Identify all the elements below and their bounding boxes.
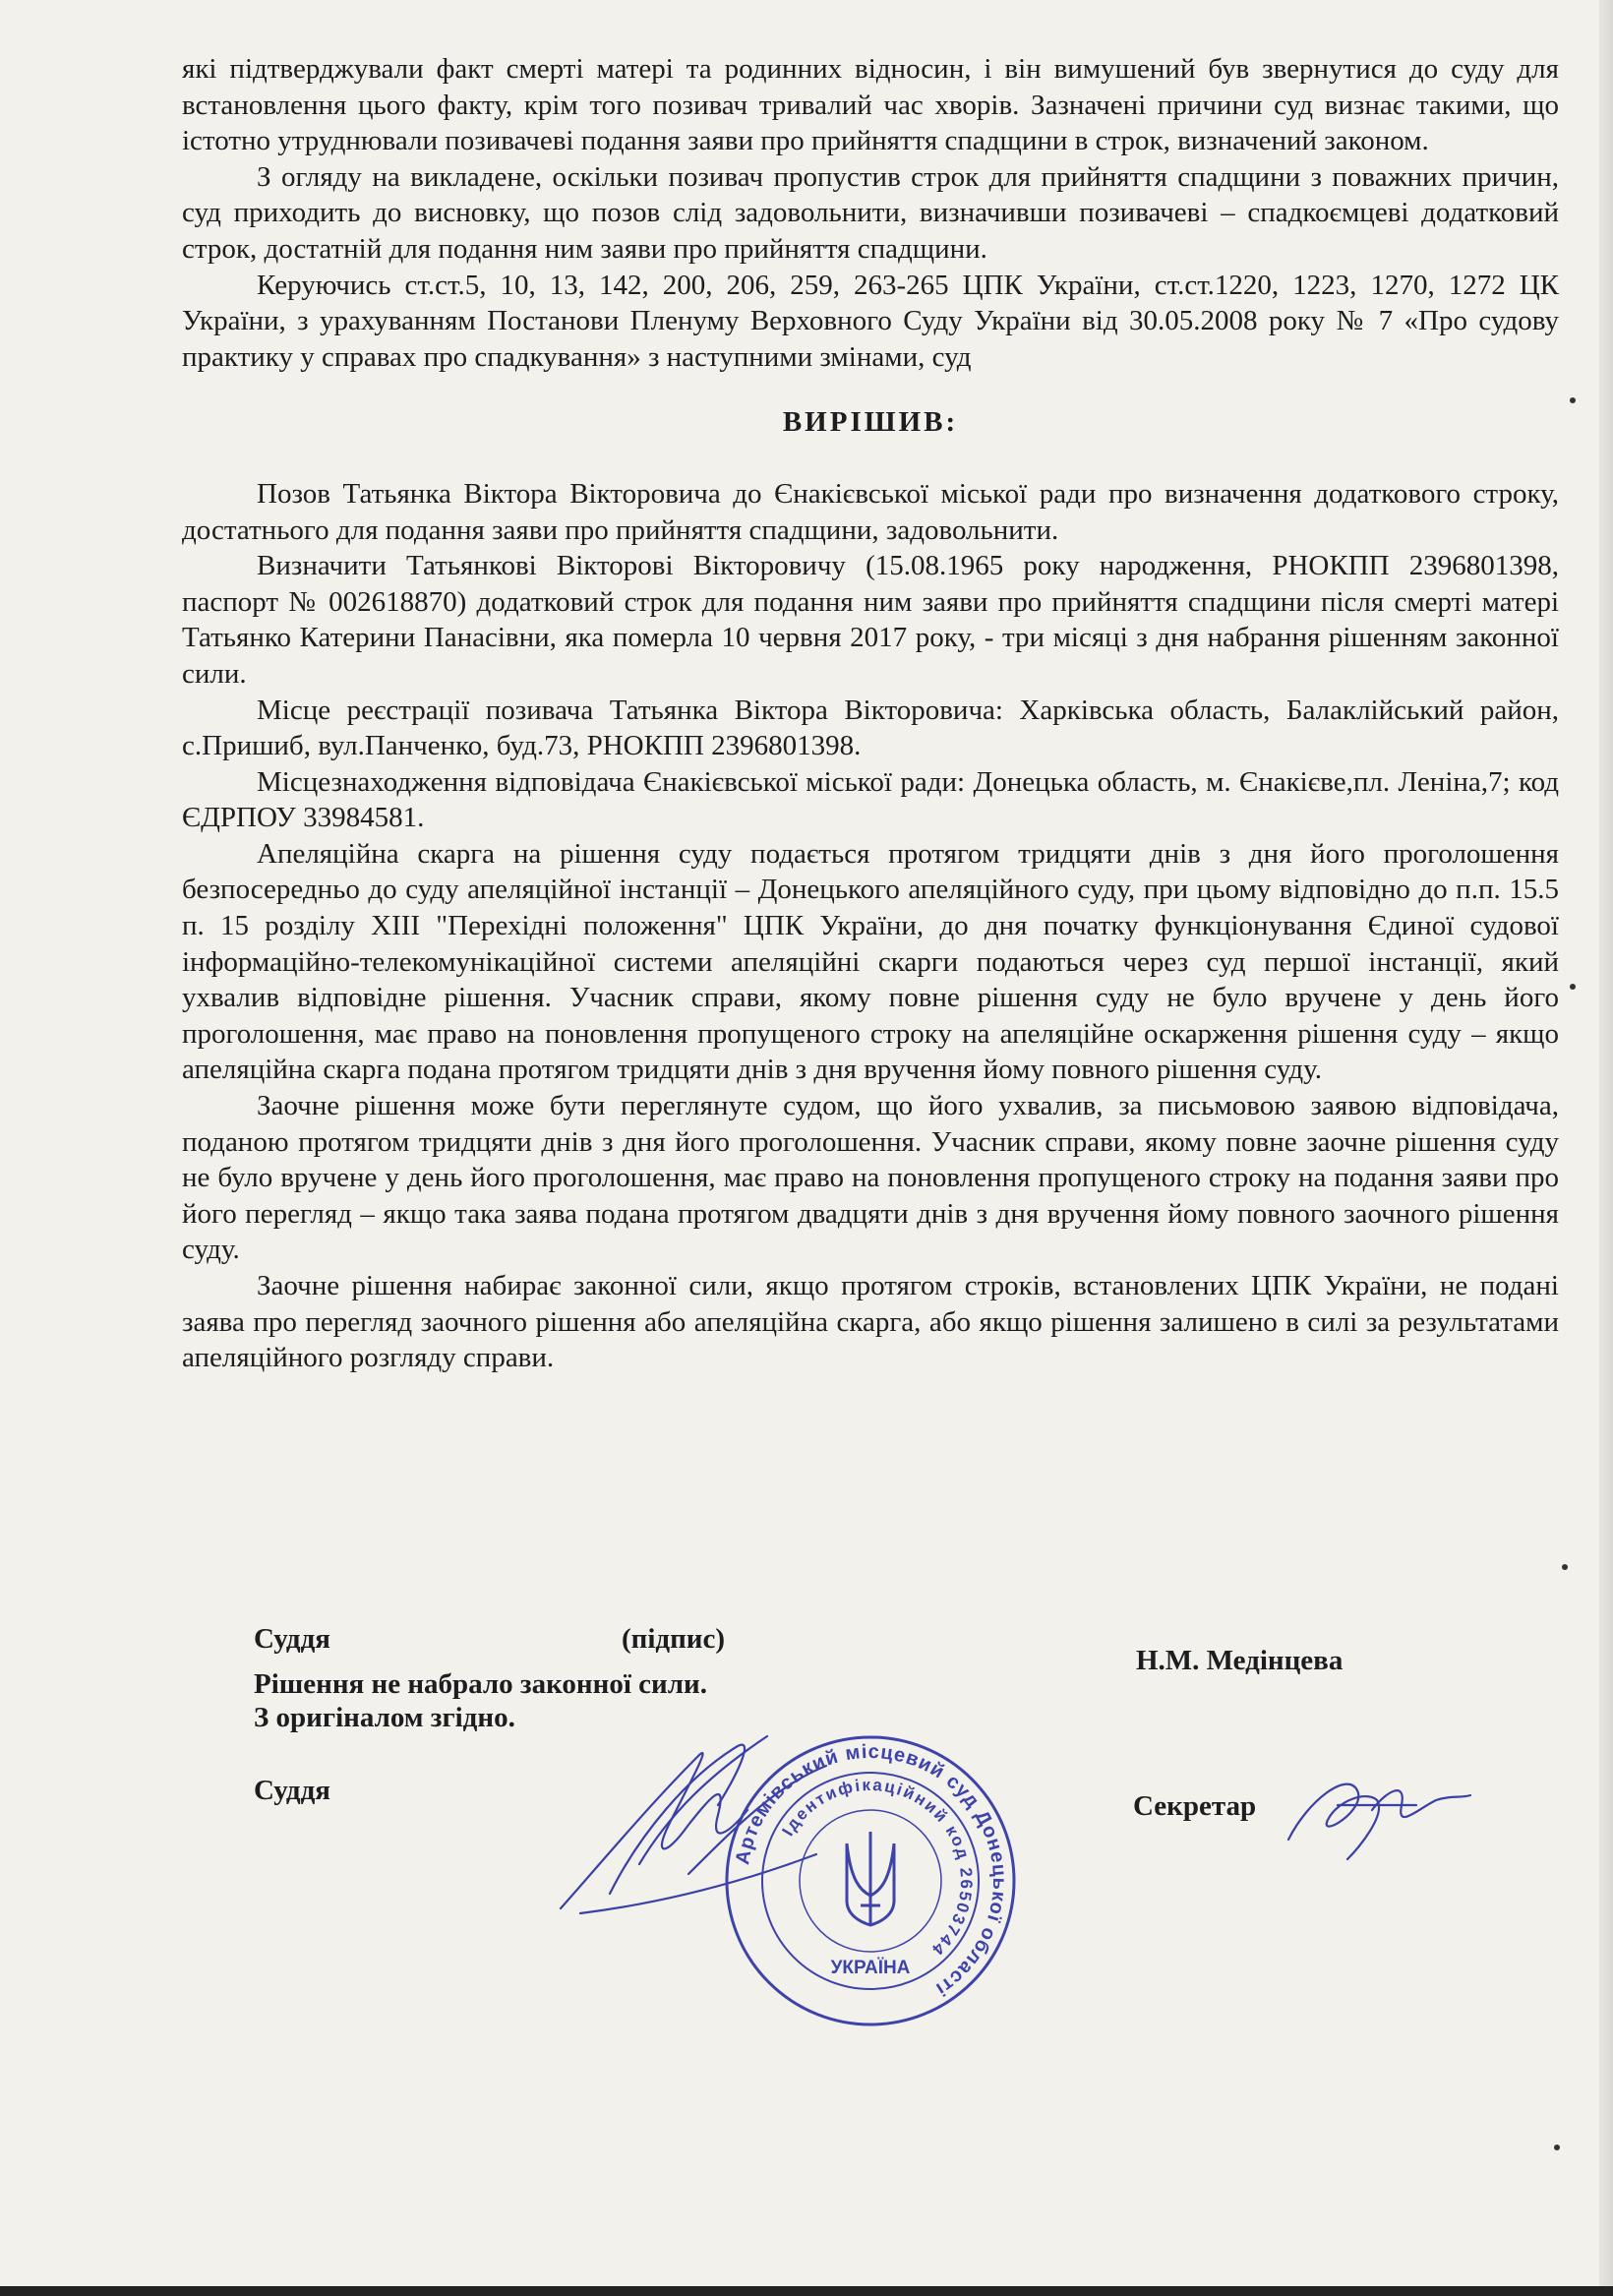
judge-label-2: Суддя — [254, 1775, 330, 1806]
paragraph: Керуючись ст.ст.5, 10, 13, 142, 200, 206, 259, 263-265 ЦПК України, ст.ст.1220, 1223, 1270, 1272 ЦК України, з урахуванням Постанови Пленуму Верховного Суду України від 30.05.2008 року № 7 «Про судову практику у справах про спадкування» з наступними змінами, суд — [182, 269, 1559, 373]
signature-note: (підпис) — [622, 1623, 726, 1655]
copy-note: З оригіналом згідно. — [254, 1702, 515, 1733]
court-stamp — [723, 1733, 1018, 2028]
judge-label: Суддя — [254, 1623, 330, 1655]
paper-speck — [1562, 1564, 1568, 1570]
secretary-label: Секретар — [1133, 1790, 1257, 1822]
resolution-paragraph: Місце реєстрації позивача Татьянка Віктора Вікторовича: Харківська область, Балаклійський район, с.Пришиб, вул.Панченко, буд.73, РНОКПП 2396801398. — [182, 694, 1559, 762]
paragraph: які підтверджували факт смерті матері та родинних відносин, і він вимушений був звернутися до суду для встановлення цього факту, крім того позивач тривалий час хворів. Зазначені причини суд визнає такими, що істотно утруднювали позивачеві подання заяви про прийняття спадщини в строк, визначений законом. — [182, 53, 1559, 157]
not-in-force-note: Рішення не набрало законної сили. — [254, 1668, 707, 1700]
resolution-paragraph: Позов Татьянка Віктора Вікторовича до Єнакієвської міської ради про визначення додаткового строку, достатнього для подання заяви про прийняття спадщини, задовольнити. — [182, 477, 1559, 546]
secretary-signature — [1279, 1761, 1475, 1869]
paper-speck — [1570, 397, 1576, 403]
resolution-paragraph: Визначити Татьянкові Вікторові Вікторовичу (15.08.1965 року народження, РНОКПП 2396801398, паспорт № 002618870) додатковий строк для подання ним заяви про прийняття спадщини після смерті матері Татьянко Катерини Панасівни, яка померла 10 червня 2017 року, - три місяці з дня набрання рішенням законної сили. — [182, 550, 1559, 690]
resolution-paragraph: Заочне рішення може бути переглянуте судом, що його ухвалив, за письмовою заявою відповідача, поданою протягом тридцяти днів з дня його проголошення. Учасник справи, якому повне заочне рішення суду не було вручене у день його проголошення, має право на поновлення пропущеного строку на подання заяви про його перегляд – якщо така заява подана протягом двадцяти днів з дня вручення йому повного заочного рішення суду. — [182, 1090, 1559, 1266]
trident-icon — [847, 1832, 894, 1925]
judge-name: Н.М. Медінцева — [1136, 1645, 1344, 1676]
resolution-paragraph: Місцезнаходження відповідача Єнакієвської міської ради: Донецька область, м. Єнакієве,пл. Леніна,7; код ЄДРПОУ 33984581. — [182, 765, 1559, 834]
stamp-outer-text: Артемівський місцевий суд Донецької області — [732, 1740, 1011, 2001]
resolution-heading: ВИРІШИВ: — [782, 406, 959, 439]
stamp-inner-text: Ідентифікаційний код 26503744 — [778, 1775, 977, 1961]
page-edge — [1599, 0, 1613, 2296]
paper-speck — [1570, 984, 1576, 990]
document-body — [182, 51, 1559, 1376]
paragraph: З огляду на викладене, оскільки позивач пропустив строк для прийняття спадщини з поважних причин, суд приходить до висновку, що позов слід задовольнити, визначивши позивачеві – спадкоємцеві додатковий строк, достатній для подання ним заяви про прийняття спадщини. — [182, 160, 1559, 265]
resolution-paragraph: Апеляційна скарга на рішення суду подається протягом тридцяти днів з дня його проголошення безпосередньо до суду апеляційної інстанції – Донецького апеляційного суду, при цьому відповідно до п.п. 15.5 п. 15 розділу XIII "Перехідні положення" ЦПК України, до дня початку функціонування Єдиної судової інформаційно-телекомунікаційної системи апеляційні скарги подаються через суд першої інстанції, який ухвалив відповідне рішення. Учасник справи, якому повне рішення суду не було вручене у день його проголошення, має право на поновлення пропущеного строку на апеляційне оскарження рішення суду – якщо апеляційна скарга подана протягом тридцяти днів з дня вручення йому повного рішення суду. — [182, 837, 1559, 1086]
paper-speck — [1554, 2145, 1560, 2150]
scan-bottom-edge — [0, 2286, 1613, 2296]
resolution-paragraph: Заочне рішення набирає законної сили, якщо протягом строків, встановлених ЦПК України, не подані заява про перегляд заочного рішення або апеляційна скарга, або якщо рішення залишено в силі за результатами апеляційного розгляду справи. — [182, 1270, 1559, 1374]
stamp-bottom-text: УКРАЇНА — [830, 1958, 911, 1978]
